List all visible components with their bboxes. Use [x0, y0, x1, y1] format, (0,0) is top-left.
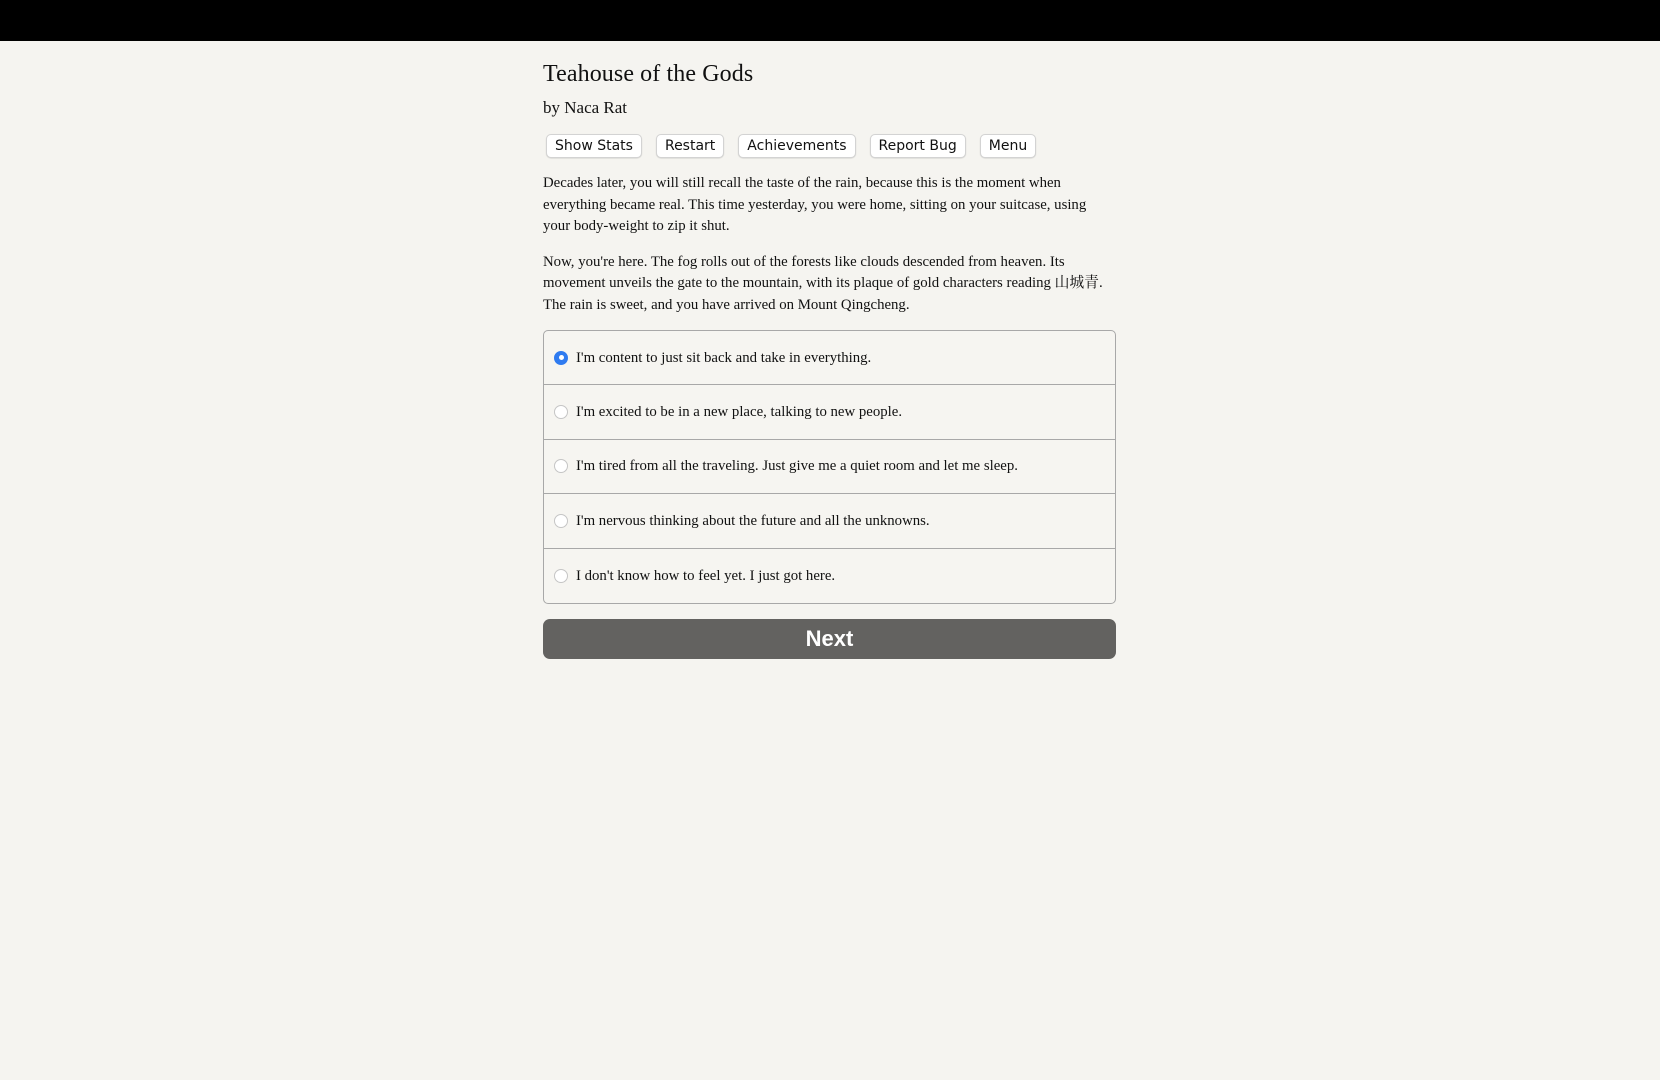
choice-option[interactable]	[544, 494, 1115, 548]
report-bug-button[interactable]: Report Bug	[870, 134, 966, 158]
choice-option[interactable]	[544, 549, 1115, 603]
game-author: by Naca Rat	[543, 98, 628, 117]
choice-label: I'm excited to be in a new place, talking to new people.	[576, 404, 903, 421]
menu-button[interactable]: Menu	[980, 134, 1036, 158]
radio-button[interactable]	[554, 569, 568, 583]
game-title: Teahouse of the Gods	[543, 61, 754, 87]
choice-label: I'm nervous thinking about the future and all the unknowns.	[576, 512, 930, 529]
choice-label: I'm content to just sit back and take in everything.	[576, 349, 872, 366]
radio-button[interactable]	[554, 459, 568, 473]
choice-option[interactable]	[544, 385, 1115, 439]
radio-button[interactable]	[554, 514, 568, 528]
story-paragraph: Now, you're here. The fog rolls out of the forests like clouds descended from heaven. Its movement unveils the gate to the mountain, with its plaque of gold characters reading 山城青. The rain is sweet, and you have arrived on Mount Qingcheng.	[543, 253, 1103, 313]
story-passage	[543, 173, 1116, 316]
choice-label: I'm tired from all the traveling. Just give me a quiet room and let me sleep.	[576, 458, 1018, 475]
story-paragraph: Decades later, you will still recall the taste of the rain, because this is the moment when everything became real. This time yesterday, you were home, sitting on your suitcase, using your body-weight to zip it shut.	[543, 175, 1087, 234]
radio-button-selected[interactable]	[554, 351, 568, 365]
choice-list	[543, 330, 1116, 604]
choice-label: I don't know how to feel yet. I just got here.	[576, 567, 836, 584]
choice-option[interactable]	[544, 440, 1115, 494]
toolbar	[543, 134, 1116, 158]
achievements-button[interactable]: Achievements	[738, 134, 855, 158]
radio-button[interactable]	[554, 405, 568, 419]
show-stats-button[interactable]: Show Stats	[546, 134, 642, 158]
top-bar	[0, 0, 1660, 41]
choice-option[interactable]	[544, 331, 1115, 385]
game-container	[543, 41, 1116, 659]
restart-button[interactable]: Restart	[656, 134, 724, 158]
next-button[interactable]: Next	[543, 619, 1116, 659]
